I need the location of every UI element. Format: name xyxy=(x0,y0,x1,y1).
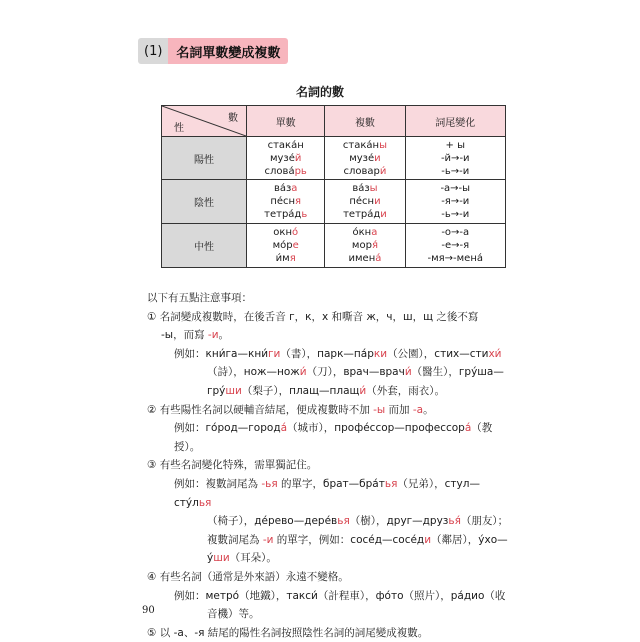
word: музе́й xyxy=(269,152,302,164)
note-4-example-1: 例如：метро́（地鐵），такси́（計程車），фо́то（照片），ра́дио（收 xyxy=(174,589,506,602)
cell-endings xyxy=(405,180,506,224)
cell-plural xyxy=(325,180,405,224)
note-3-example-4: у́ши（耳朵）。 xyxy=(207,552,277,565)
cell-endings xyxy=(405,224,506,268)
table-row-feminine xyxy=(162,180,506,224)
note-3-example-1: 例如：複數詞尾為 -ья 的單字，брат—бра́тья（兄弟），стул—сту́лья xyxy=(174,477,480,509)
note-5: ⑤ 以 -а、-я 結尾的陽性名詞按照陰性名詞的詞尾變成複數。 xyxy=(147,626,429,639)
word: ва́за xyxy=(273,183,298,194)
word: тетра́дь xyxy=(264,209,308,220)
cell-singular xyxy=(247,224,325,268)
word: музе́и xyxy=(349,152,381,164)
ending: -мя→-мена́ xyxy=(427,253,484,264)
note-1-example-3: гру́ши（梨子），плащ—плащи́（外套，雨衣）。 xyxy=(207,384,445,397)
note-4-example-2: 音機）等。 xyxy=(207,608,260,621)
ending: -а→-ы xyxy=(440,183,471,194)
word: окно́ xyxy=(273,227,299,238)
word: мо́ре xyxy=(272,240,299,251)
word: стака́н xyxy=(267,139,304,151)
word: пе́сня xyxy=(270,196,302,207)
table-row-masculine xyxy=(162,137,506,180)
section-title: 名詞單數變成複數 xyxy=(168,38,288,64)
notes-intro: 以下有五點注意事項： xyxy=(147,292,252,304)
word: ва́зы xyxy=(352,183,378,194)
row-label-feminine: 陰性 xyxy=(162,180,247,224)
cell-plural xyxy=(325,224,405,268)
corner-label-number: 數 xyxy=(228,113,238,124)
noun-number-table xyxy=(161,105,506,268)
section-header xyxy=(138,38,288,64)
word: имена́ xyxy=(348,253,382,264)
cell-endings xyxy=(405,137,506,180)
section-number: (1) xyxy=(138,38,168,64)
ending: + ы xyxy=(445,139,465,151)
header-endings: 詞尾變化 xyxy=(405,106,506,137)
ending: -ь→-и xyxy=(441,165,470,177)
note-1-example-2: （詩），нож—ножи́（刀），врач—врачи́（醫生），гру́ша— xyxy=(207,366,504,379)
note-3: ③ 有些名詞變化特殊，需單獨記住。 xyxy=(147,459,318,472)
page-number: 90 xyxy=(142,605,155,616)
row-label-neuter: 中性 xyxy=(162,224,247,268)
note-1-example-1: 例如：кни́га—кни́ги（書），парк—па́рки（公園），стих—стихи́ xyxy=(174,347,502,360)
word: тетра́ди xyxy=(343,209,387,220)
table-row-neuter xyxy=(162,224,506,268)
word: о́кна xyxy=(352,227,378,238)
note-3-example-3: 複數詞尾為 -и 的單字，例如：сосе́д—сосе́ди（鄰居），у́хо— xyxy=(207,533,508,546)
ending: -о→-а xyxy=(441,227,470,238)
ending: -й→-и xyxy=(440,152,470,164)
corner-label-gender: 性 xyxy=(174,123,184,134)
notes-section xyxy=(147,289,517,642)
word: и́мя xyxy=(275,253,296,264)
note-2-example: 例如：го́род—города́（城市），профе́ссор—профессора́（教授）。 xyxy=(174,422,493,453)
note-1-line-1: ① 名詞變成複數時，在後舌音 г，к，х 和嘶音 ж，ч，ш，щ 之後不寫 xyxy=(147,310,479,323)
cell-plural xyxy=(325,137,405,180)
word: пе́сни xyxy=(349,196,381,207)
word: моря́ xyxy=(351,240,378,251)
note-2: ② 有些陽性名詞以硬輔音結尾，便成複數時不加 -ы 而加 -а。 xyxy=(147,403,434,416)
table-title: 名詞的數 xyxy=(295,85,344,99)
note-4: ④ 有些名詞（通常是外來語）永遠不變格。 xyxy=(147,570,349,583)
word: словари́ xyxy=(343,165,387,177)
note-3-example-2: （椅子），де́рево—дере́вья（樹），друг—друзья́（朋友）； xyxy=(207,515,509,528)
ending: -е→-я xyxy=(441,240,470,251)
ending: -ь→-и xyxy=(441,209,470,220)
cell-singular xyxy=(247,137,325,180)
row-label-masculine: 陽性 xyxy=(162,137,247,180)
table-corner-header xyxy=(162,106,247,137)
header-singular: 單數 xyxy=(247,106,325,137)
word: стака́ны xyxy=(342,139,387,151)
word: слова́рь xyxy=(264,165,307,177)
cell-singular xyxy=(247,180,325,224)
note-1-line-2: -ы，而寫 -и。 xyxy=(161,329,230,342)
header-plural: 複數 xyxy=(325,106,405,137)
ending: -я→-и xyxy=(441,196,470,207)
